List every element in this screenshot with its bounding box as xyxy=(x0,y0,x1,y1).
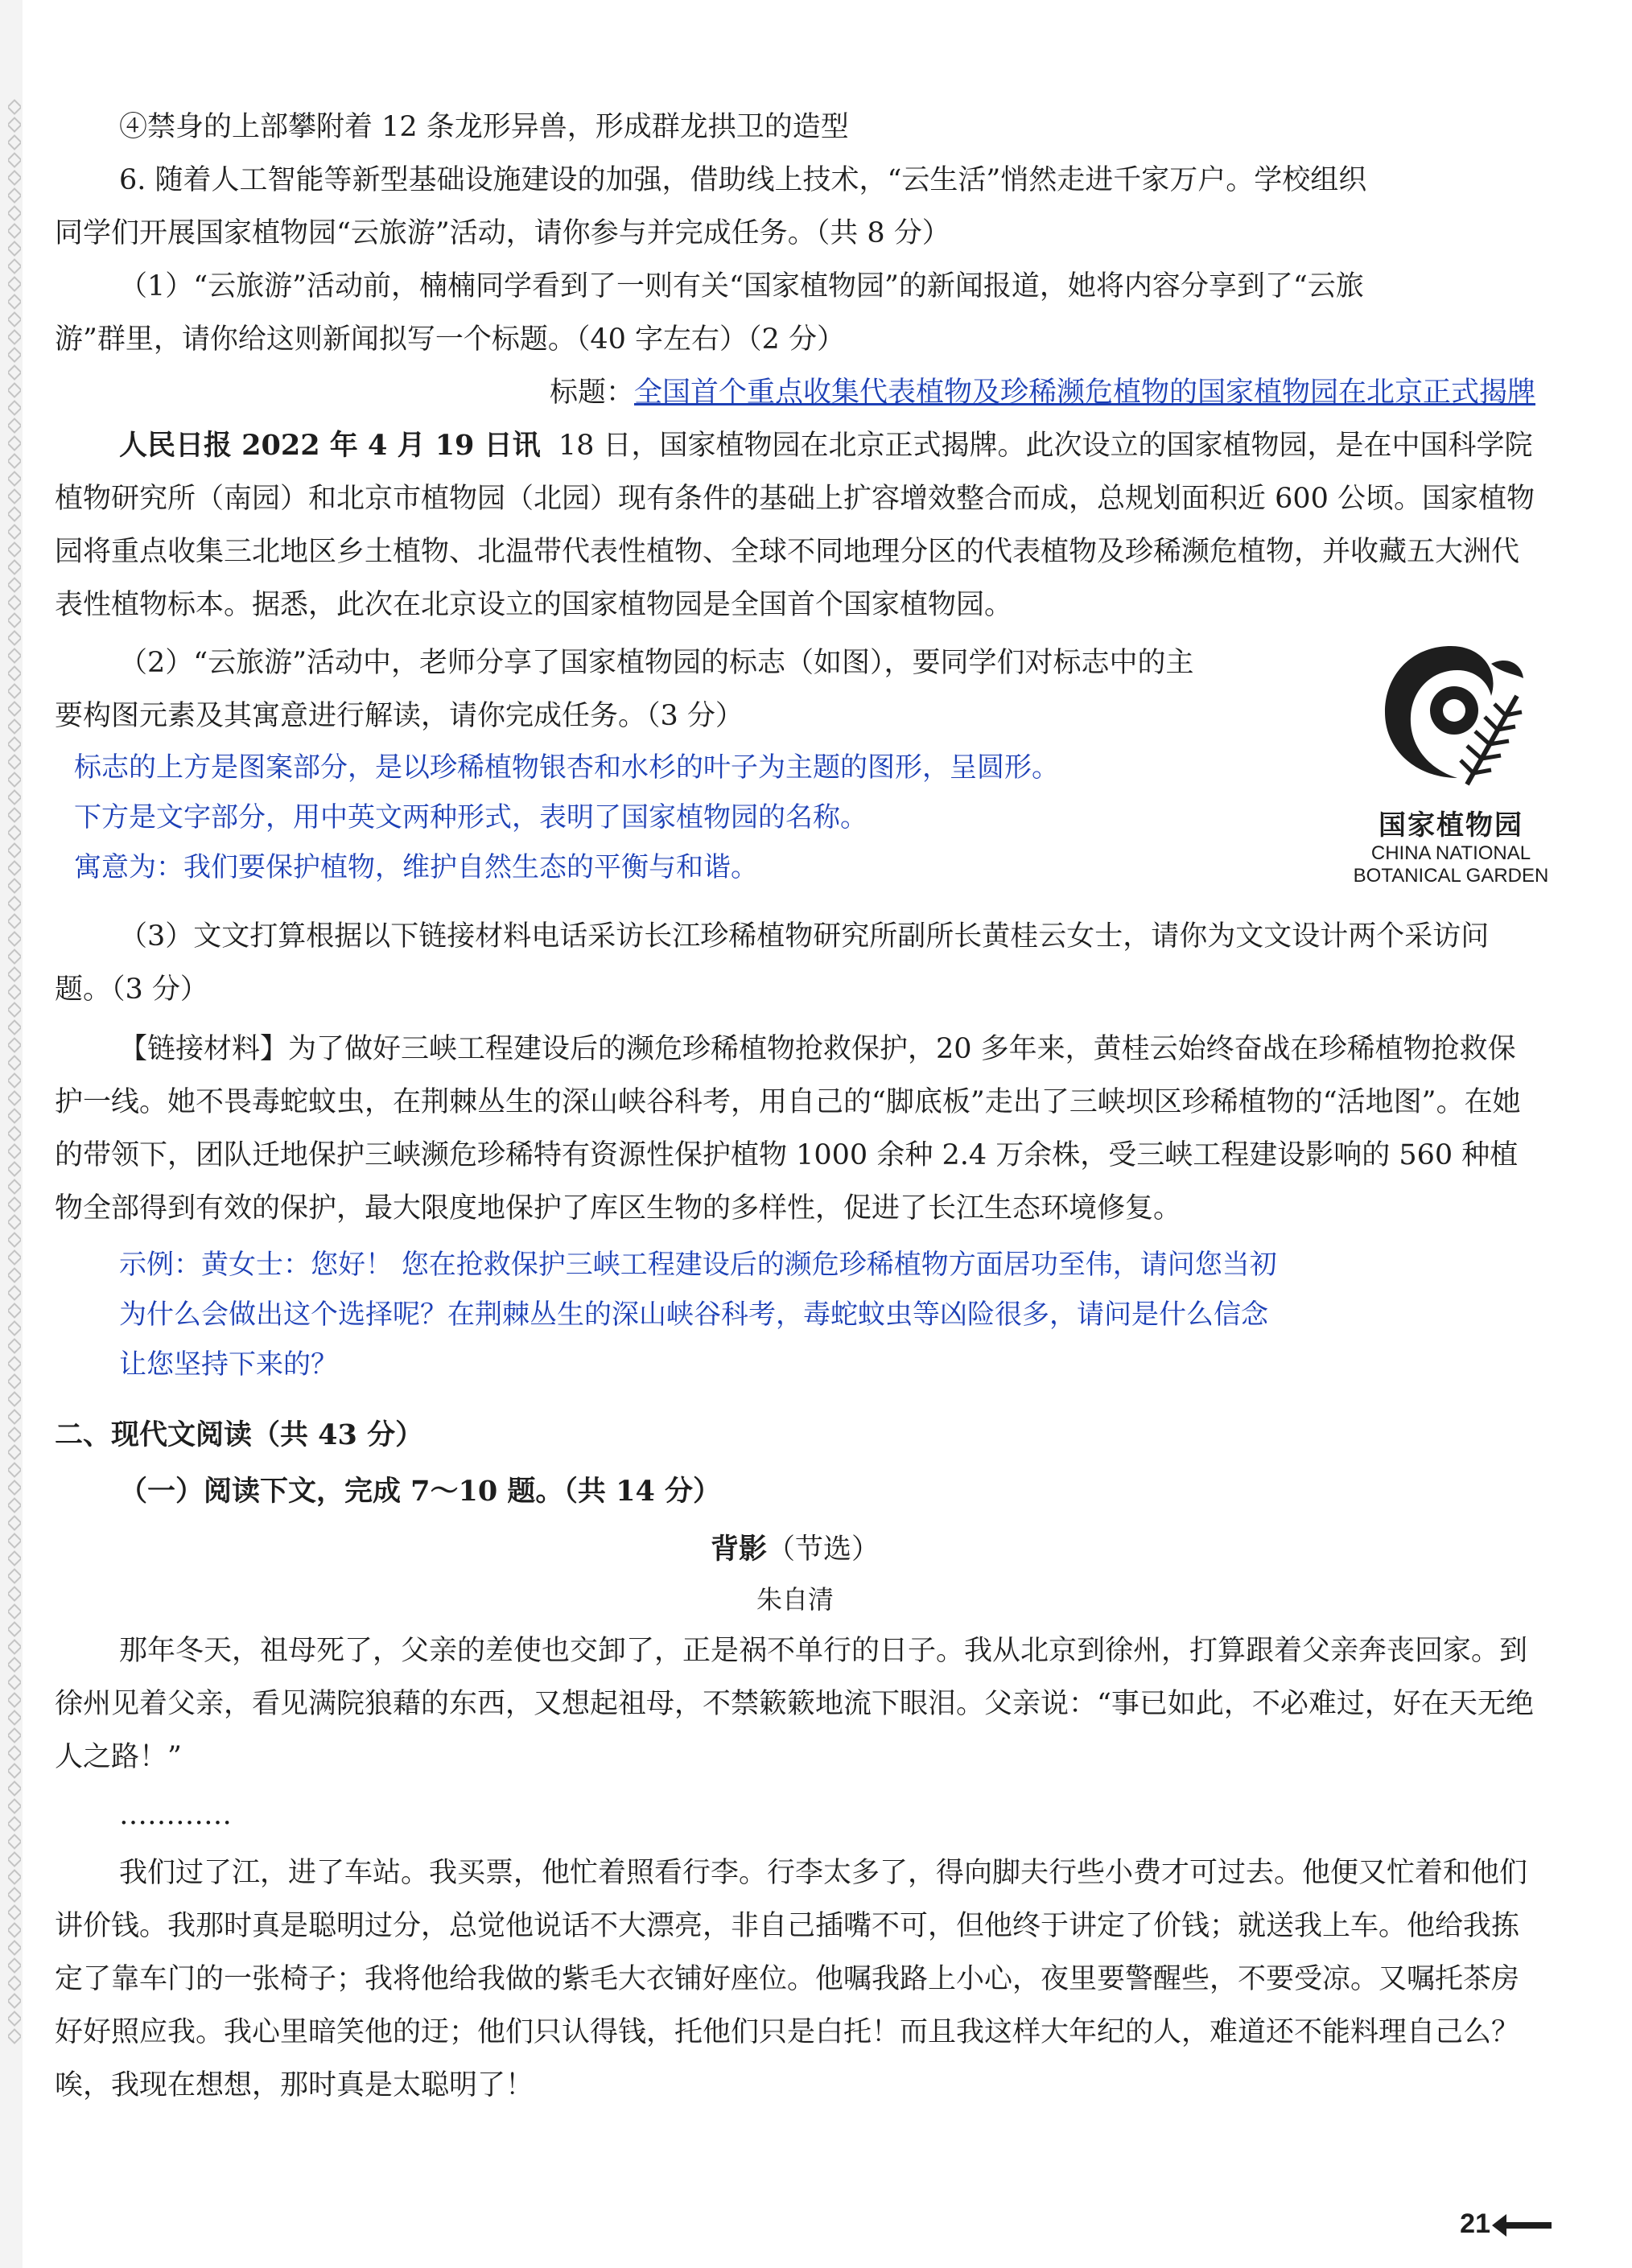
article-note: （节选） xyxy=(767,1533,880,1566)
logo-english-line1: CHINA NATIONAL xyxy=(1370,842,1531,864)
part2-answer xyxy=(55,743,1278,892)
news-paragraph xyxy=(55,419,1535,632)
page-content xyxy=(55,101,1549,2112)
q6-part1-line1: （1）“云旅游”活动前，楠楠同学看到了一则有关“国家植物园”的新闻报道，她将内容分享到了“云旅 xyxy=(119,270,1364,303)
news-lead: 人民日报 2022 年 4 月 19 日讯 xyxy=(119,429,541,462)
arrow-left-icon xyxy=(1503,2222,1552,2229)
article-title: 背影 xyxy=(710,1533,767,1566)
news-body: 18 日，国家植物园在北京正式揭牌。此次设立的国家植物园，是在中国科学院植物研究所（南园）和北京市植物园（北园）现有条件的基础上扩容增效整合而成，总规划面积近 600 公顷。国家植物园将重点收集三北地区乡土植物、北温带代表性植物、全球不同地理分区的代表植物及珍稀濒危植物，并收藏五大洲代表性植物标本。据悉，此次在北京设立的国家植物园是全国首个国家植物园。 xyxy=(55,430,1535,621)
botanical-garden-logo xyxy=(1342,632,1560,887)
logo-chinese-name: 国家植物园 xyxy=(1379,809,1523,842)
q6-part1-line2: 游”群里，请你给这则新闻拟写一个标题。（40 字左右）（2 分） xyxy=(55,323,845,356)
title-label: 标题： xyxy=(549,377,634,409)
title-answer: 全国首个重点收集代表植物及珍稀濒危植物的国家植物园在北京正式揭牌 xyxy=(633,377,1535,409)
part2-answer-line: 寓意为：我们要保护植物，维护自然生态的平衡与和谐。 xyxy=(74,851,758,883)
part2-answer-line: 标志的上方是图案部分，是以珍稀植物银杏和水杉的叶子为主题的图形，呈圆形。 xyxy=(74,751,1059,784)
ginkgo-leaf-emblem-icon xyxy=(1370,632,1531,792)
q6-part2-line2: 要构图元素及其寓意进行解读，请你完成任务。（3 分） xyxy=(55,700,744,732)
section2-sub1: （一）阅读下文，完成 7～10 题。（共 14 分） xyxy=(119,1475,722,1508)
article-para2: 我们过了江，进了车站。我买票，他忙着照看行李。行李太多了，得向脚夫行些小费才可过去。他便又忙着和他们讲价钱。我那时真是聪明过分，总觉他说话不大漂亮，非自己插嘴不可，但他终于讲定了价钱；就送我上车。他给我拣定了靠车门的一张椅子；我将他给我做的紫毛大衣铺好座位。他嘱我路上小心，夜里要警醒些，不要受凉。又嘱托茶房好好照应我。我心里暗笑他的迂；他们只认得钱，托他们只是白托！而且我这样大年纪的人，难道还不能料理自己么？唉，我现在想想，那时真是太聪明了！ xyxy=(55,1857,1528,2101)
link-material: 【链接材料】为了做好三峡工程建设后的濒危珍稀植物抢救保护，20 多年来，黄桂云始终奋战在珍稀植物抢救保护一线。她不畏毒蛇蚊虫，在荆棘丛生的深山峡谷科考，用自己的“脚底板”走出了三峡坝区珍稀植物的“活地图”。在她的带领下，团队迁地保护三峡濒危珍稀特有资源性保护植物 1000 余种 2.4 万余株，受三峡工程建设影响的 560 种植物全部得到有效的保护，最大限度地保护了库区生物的多样性，促进了长江生态环境修复。 xyxy=(55,1033,1521,1225)
article-para1: 那年冬天，祖母死了，父亲的差使也交卸了，正是祸不单行的日子。我从北京到徐州，打算跟着父亲奔丧回家。到徐州见着父亲，看见满院狼藉的东西，又想起祖母，不禁簌簌地流下眼泪。父亲说：“事已如此，不必难过，好在天无绝人之路！” xyxy=(55,1635,1534,1773)
part2-answer-line: 下方是文字部分，用中英文两种形式，表明了国家植物园的名称。 xyxy=(74,801,868,834)
logo-english-line2: BOTANICAL GARDEN xyxy=(1353,865,1549,887)
q6-stem-line1: 6. 随着人工智能等新型基础设施建设的加强，借助线上技术，“云生活”悄然走进千家万户。学校组织 xyxy=(119,164,1367,196)
news-title-line xyxy=(55,366,1535,419)
part3-answer xyxy=(55,1240,1535,1389)
page-number: 21 xyxy=(1460,2208,1490,2239)
part3-answer-line: 为什么会做出这个选择呢？在荆棘丛生的深山峡谷科考，毒蛇蚊虫等凶险很多，请问是什么信念 xyxy=(119,1299,1268,1331)
article-ellipsis: ………… xyxy=(119,1799,232,1831)
page-footer xyxy=(1460,2208,1552,2240)
binding-margin-decoration xyxy=(8,97,21,2172)
q6-stem-line2: 同学们开展国家植物园“云旅游”活动，请你参与并完成任务。（共 8 分） xyxy=(55,217,950,249)
section2-title: 二、现代文阅读（共 43 分） xyxy=(55,1418,424,1451)
article-heading xyxy=(55,1525,1535,1574)
part2-block xyxy=(55,636,1549,892)
q5-option4: ④禁身的上部攀附着 12 条龙形异兽，形成群龙拱卫的造型 xyxy=(119,111,849,143)
q6-part3: （3）文文打算根据以下链接材料电话采访长江珍稀植物研究所副所长黄桂云女士，请你为文文设计两个采访问题。（3 分） xyxy=(55,920,1490,1006)
part3-answer-line: 让您坚持下来的？ xyxy=(119,1348,338,1381)
part3-answer-line: 示例：黄女士：您好！ 您在抢救保护三峡工程建设后的濒危珍稀植物方面居功至伟，请问您当初 xyxy=(119,1249,1277,1281)
article-author: 朱自清 xyxy=(756,1584,834,1615)
q6-part2-line1: （2）“云旅游”活动中，老师分享了国家植物园的标志（如图），要同学们对标志中的主 xyxy=(119,647,1194,679)
